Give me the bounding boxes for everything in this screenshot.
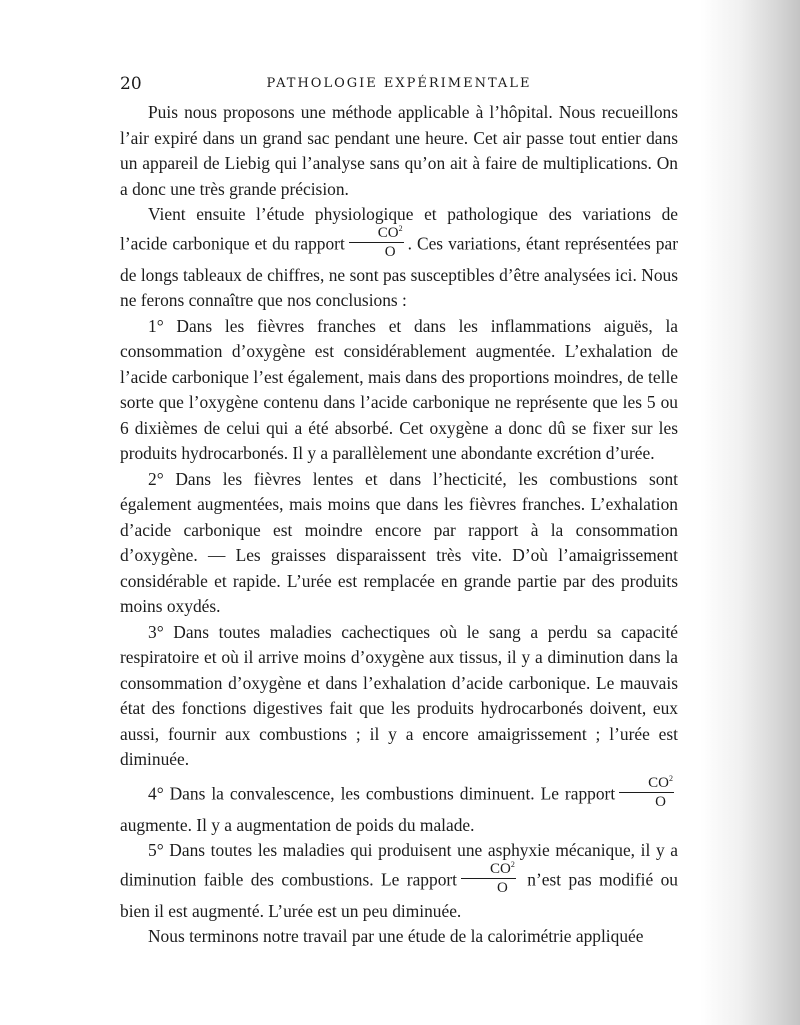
paragraph-8 bbox=[120, 924, 678, 950]
paragraph-3 bbox=[120, 314, 678, 467]
fraction-superscript: 2 bbox=[398, 223, 403, 233]
paragraph-7-text-before: 5° Dans toutes les maladies qui produisent une asphyxie mécanique, il y a diminution faible des combustions. Le rapport bbox=[120, 840, 678, 889]
paragraph-3-text: 1° Dans les fièvres franches et dans les inflammations aiguës, la consommation d’oxygène est considérablement augmentée. L’exhalation de l’acide carbonique l’est également, mais dans des proportions moindres, de telle sorte que l’oxygène contenu dans l’acide carbonique ne représente que les 5 ou 6 dixièmes de celui qui a été absorbé. Cet oxygène a donc dû se fixer sur les produits hydrocarbonés. Il y a parallèlement une abondante excrétion d’urée. bbox=[120, 315, 678, 463]
paragraph-4-text: 2° Dans les fièvres lentes et dans l’hecticité, les combustions sont également augmentées, mais moins que dans les fièvres franches. L’exhalation d’acide carbonique est moindre encore par rapport à la consommation d’oxygène. — Les graisses disparaissent très vite. D’où l’amaigrissement considérable et rapide. L’urée est remplacée en grande partie par des produits moins oxydés. bbox=[120, 468, 678, 616]
fraction-co2-o-3 bbox=[461, 861, 516, 896]
paragraph-1 bbox=[120, 100, 678, 202]
page-header bbox=[120, 74, 678, 94]
fraction-co2-o bbox=[349, 225, 404, 260]
paragraph-8-text: Nous terminons notre travail par une étude de la calorimétrie appliquée bbox=[148, 926, 644, 946]
paragraph-6-text-before: 4° Dans la convalescence, les combustions diminuent. Le rapport bbox=[148, 783, 616, 803]
fraction-numerator: CO bbox=[490, 860, 511, 877]
paragraph-6-text-after: augmente. Il y a augmentation de poids du malade. bbox=[120, 814, 475, 835]
running-title: PATHOLOGIE EXPÉRIMENTALE bbox=[266, 76, 532, 91]
fraction-co2-o-2 bbox=[619, 775, 674, 810]
fraction-denominator: O bbox=[384, 243, 396, 260]
paragraph-5-text: 3° Dans toutes maladies cachectiques où le sang a perdu sa capacité respiratoire et où il arrive moins d’oxygène aux tissus, il y a diminution dans la consommation d’oxygène et dans l’exhalation d’acide carbonique. Le mauvais état des fonctions digestives fait que les produits hydrocarbonés doivent, eux aussi, fournir aux combustions ; il y a encore amaigrissement ; l’urée est diminuée. bbox=[120, 621, 678, 769]
paragraph-2-text-after: . Ces variations, étant représentées par de longs tableaux de chiffres, ne sont pas susceptibles d’être analysées ici. Nous ne ferons connaître que nos conclusions : bbox=[120, 233, 678, 310]
fraction-numerator: CO bbox=[377, 224, 399, 241]
fraction-superscript: 2 bbox=[669, 773, 673, 783]
body-text bbox=[120, 100, 678, 950]
paragraph-7-text-after: n’est pas modifié ou bien il est augmenté. L’urée est un peu diminuée. bbox=[120, 869, 678, 921]
fraction-denominator: O bbox=[655, 793, 666, 810]
paragraph-4 bbox=[120, 467, 678, 620]
paragraph-2-text-before: Vient ensuite l’étude physiologique et pathologique des variations de l’acide carbonique et du rapport bbox=[120, 204, 678, 253]
fraction-superscript: 2 bbox=[510, 859, 515, 869]
paragraph-7 bbox=[120, 838, 678, 924]
paragraph-1-text: Puis nous proposons une méthode applicable à l’hôpital. Nous recueillons l’air expiré dans un grand sac pendant une heure. Cet air passe tout entier dans un appareil de Liebig qui l’analyse sans qu’on ait à faire de multiplications. On a donc une très grande précision. bbox=[120, 102, 678, 199]
paragraph-5 bbox=[120, 620, 678, 773]
paragraph-6 bbox=[120, 773, 678, 839]
fraction-numerator: CO bbox=[648, 774, 669, 791]
page-number: 20 bbox=[120, 74, 142, 94]
fraction-denominator: O bbox=[497, 879, 508, 896]
paragraph-2 bbox=[120, 202, 678, 314]
